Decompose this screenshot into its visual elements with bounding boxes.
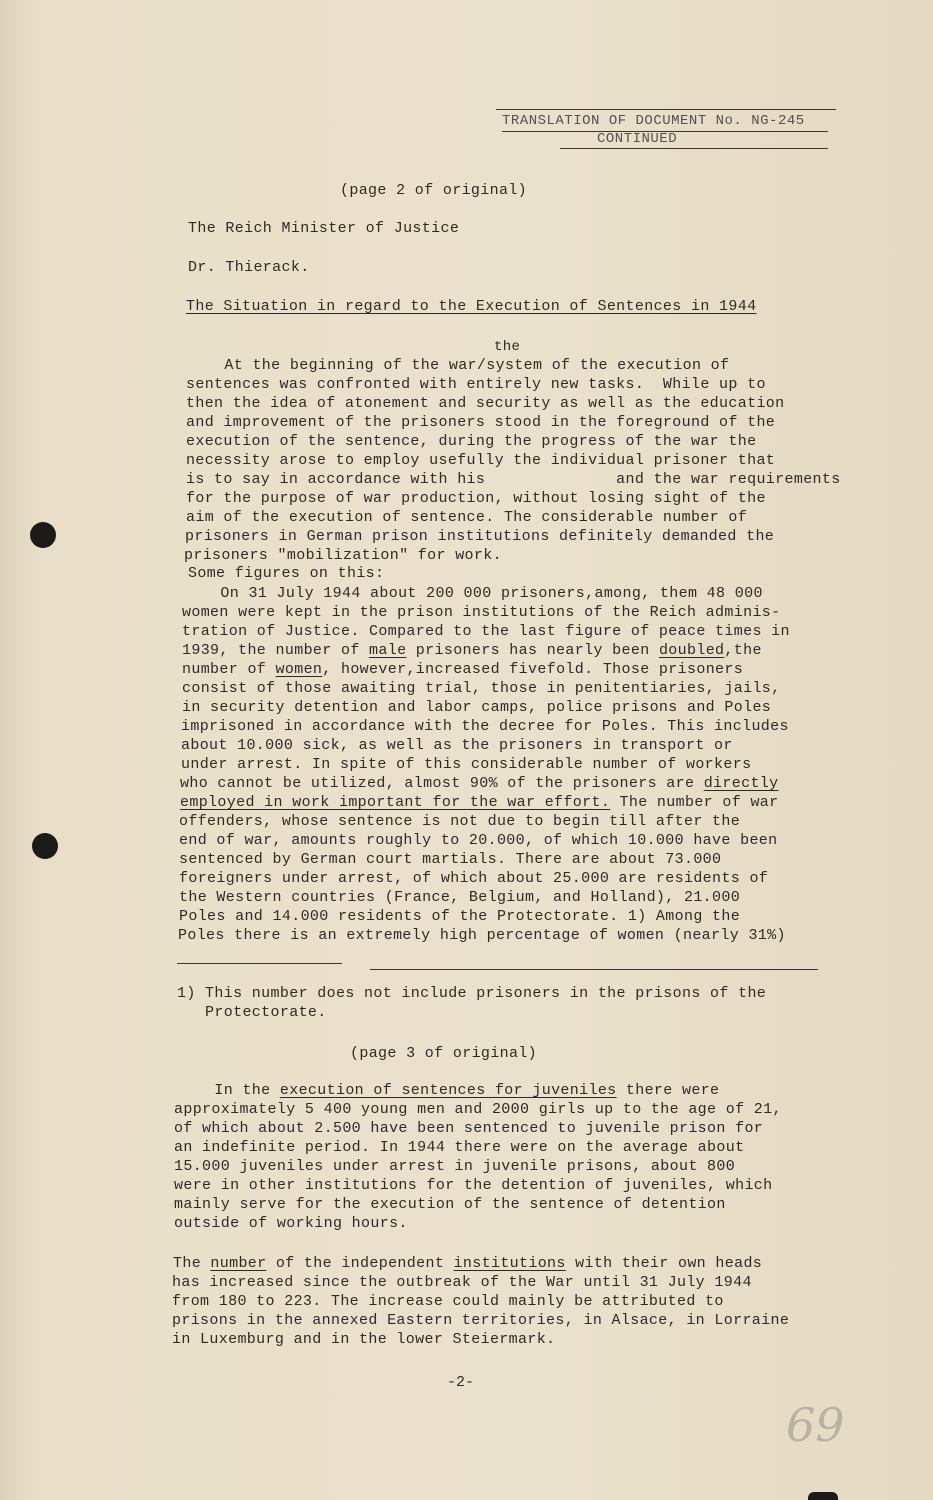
addressee-line-1: The Reich Minister of Justice [188, 220, 460, 237]
para4-line: has increased since the outbreak of the War until 31 July 1944 [172, 1274, 752, 1291]
bottom-edge-mark [808, 1492, 838, 1500]
text-segment: The [173, 1255, 211, 1272]
addressee-line-2: Dr. Thierack. [188, 259, 310, 276]
underlined-male: male [369, 642, 407, 659]
footnote-line-1: 1) This number does not include prisoners in the prisons of the [177, 985, 767, 1002]
para2-line: in security detention and labor camps, police prisons and Poles [182, 699, 772, 716]
text-segment: with their own heads [565, 1255, 763, 1272]
para4-line: prisons in the annexed Eastern territories, in Alsace, in Lorraine [172, 1312, 790, 1329]
para4-line: in Luxemburg and in the lower Steiermark. [172, 1331, 556, 1348]
para2-line: women were kept in the prison institutions of the Reich adminis- [182, 604, 781, 621]
header-doc-number: TRANSLATION OF DOCUMENT No. NG-245 [502, 113, 805, 129]
underlined-war-effort: employed in work important for the war effort. [180, 794, 611, 811]
para1-line: for the purpose of war production, without losing sight of the [186, 490, 766, 507]
para3-line: approximately 5 400 young men and 2000 girls up to the age of 21, [174, 1101, 782, 1118]
text-segment: number of [182, 661, 276, 678]
para2-line: about 10.000 sick, as well as the prisoners in transport or [181, 737, 733, 754]
para2-line: imprisoned in accordance with the decree for Poles. This includes [181, 718, 789, 735]
para1-line: then the idea of atonement and security as well as the education [186, 395, 785, 412]
para4-line: from 180 to 223. The increase could mainly be attributed to [172, 1293, 724, 1310]
para2-line: Poles there is an extremely high percentage of women (nearly 31%) [178, 927, 786, 944]
para2-line: under arrest. In spite of this considerable number of workers [181, 756, 752, 773]
para3-line: outside of working hours. [174, 1215, 408, 1232]
para1-line: prisoners in German prison institutions definitely demanded the [185, 528, 775, 545]
para2-line: the Western countries (France, Belgium, and Holland), 21.000 [179, 889, 741, 906]
para2-line: tration of Justice. Compared to the last figure of peace times in [182, 623, 790, 640]
underlined-number: number [210, 1255, 267, 1272]
para4-line [173, 1254, 762, 1273]
footnote-rule-left [177, 963, 342, 964]
para3-line: 15.000 juveniles under arrest in juvenile prisons, about 800 [174, 1158, 736, 1175]
para1-line: Some figures on this: [188, 565, 385, 582]
para3-line: an indefinite period. In 1944 there were on the average about [174, 1139, 745, 1156]
para2-line: offenders, whose sentence is not due to begin till after the [179, 813, 741, 830]
text-segment: 1939, the number of [182, 642, 370, 659]
header-rule-bottom [560, 148, 828, 149]
text-segment: prisoners has nearly been [406, 642, 659, 659]
underlined-institutions: institutions [453, 1255, 566, 1272]
para2-line: foreigners under arrest, of which about 25.000 are residents of [179, 870, 769, 887]
text-segment: who cannot be utilized, almost 90% of the prisoners are [180, 775, 704, 792]
text-segment: In the [177, 1082, 280, 1099]
para3-line: mainly serve for the execution of the sentence of detention [174, 1196, 726, 1213]
para1-line: necessity arose to employ usefully the individual prisoner that [186, 452, 776, 469]
para2-line: sentenced by German court martials. There are about 73.000 [179, 851, 722, 868]
para3-line: of which about 2.500 have been sentenced to juvenile prison for [174, 1120, 764, 1137]
page-marker-3: (page 3 of original) [350, 1045, 538, 1062]
footnote-rule-right [370, 969, 818, 970]
para1-insert: the [494, 339, 521, 355]
para3-line [177, 1081, 719, 1100]
punch-hole-top [30, 522, 56, 548]
pencil-note: 69 [786, 1398, 845, 1452]
para2-line: On 31 July 1944 about 200 000 prisoners,among, them 48 000 [183, 585, 763, 602]
para1-line: execution of the sentence, during the progress of the war the [186, 433, 757, 450]
para1-line: prisoners "mobilization" for work. [184, 547, 502, 564]
para1-line: At the beginning of the war/system of the execution of [187, 357, 730, 374]
footnote-line-2: Protectorate. [177, 1004, 327, 1021]
para2-line [180, 793, 779, 812]
underlined-women: women [275, 661, 323, 678]
text-segment: ,the [724, 642, 762, 659]
text-segment: , however,increased fivefold. Those prisoners [322, 661, 744, 678]
header-rule-top [496, 109, 836, 110]
page-marker-2: (page 2 of original) [340, 182, 528, 199]
text-segment: The number of war [610, 794, 779, 811]
underlined-directly: directly [703, 775, 779, 792]
para2-line [182, 641, 762, 660]
para1-line: sentences was confronted with entirely new tasks. While up to [186, 376, 766, 393]
text-segment: there were [616, 1082, 720, 1099]
punch-hole-bottom [32, 833, 58, 859]
page-number: -2- [447, 1374, 475, 1391]
header-continued: CONTINUED [597, 131, 678, 147]
para3-line: were in other institutions for the detention of juveniles, which [174, 1177, 773, 1194]
para2-line [182, 660, 743, 679]
para1-line: aim of the execution of sentence. The considerable number of [186, 509, 748, 526]
para1-line: is to say in accordance with his and the war requirements [186, 471, 841, 488]
text-segment: of the independent [266, 1255, 454, 1272]
underlined-juveniles: execution of sentences for juveniles [279, 1082, 617, 1099]
para2-line: Poles and 14.000 residents of the Protectorate. 1) Among the [179, 908, 741, 925]
para2-line: end of war, amounts roughly to 20.000, of which 10.000 have been [179, 832, 778, 849]
para1-line: and improvement of the prisoners stood in the foreground of the [186, 414, 776, 431]
para2-line: consist of those awaiting trial, those in penitentiaries, jails, [182, 680, 781, 697]
document-title: The Situation in regard to the Execution of Sentences in 1944 [186, 298, 757, 315]
para2-line [180, 774, 779, 793]
underlined-doubled: doubled [658, 642, 725, 659]
